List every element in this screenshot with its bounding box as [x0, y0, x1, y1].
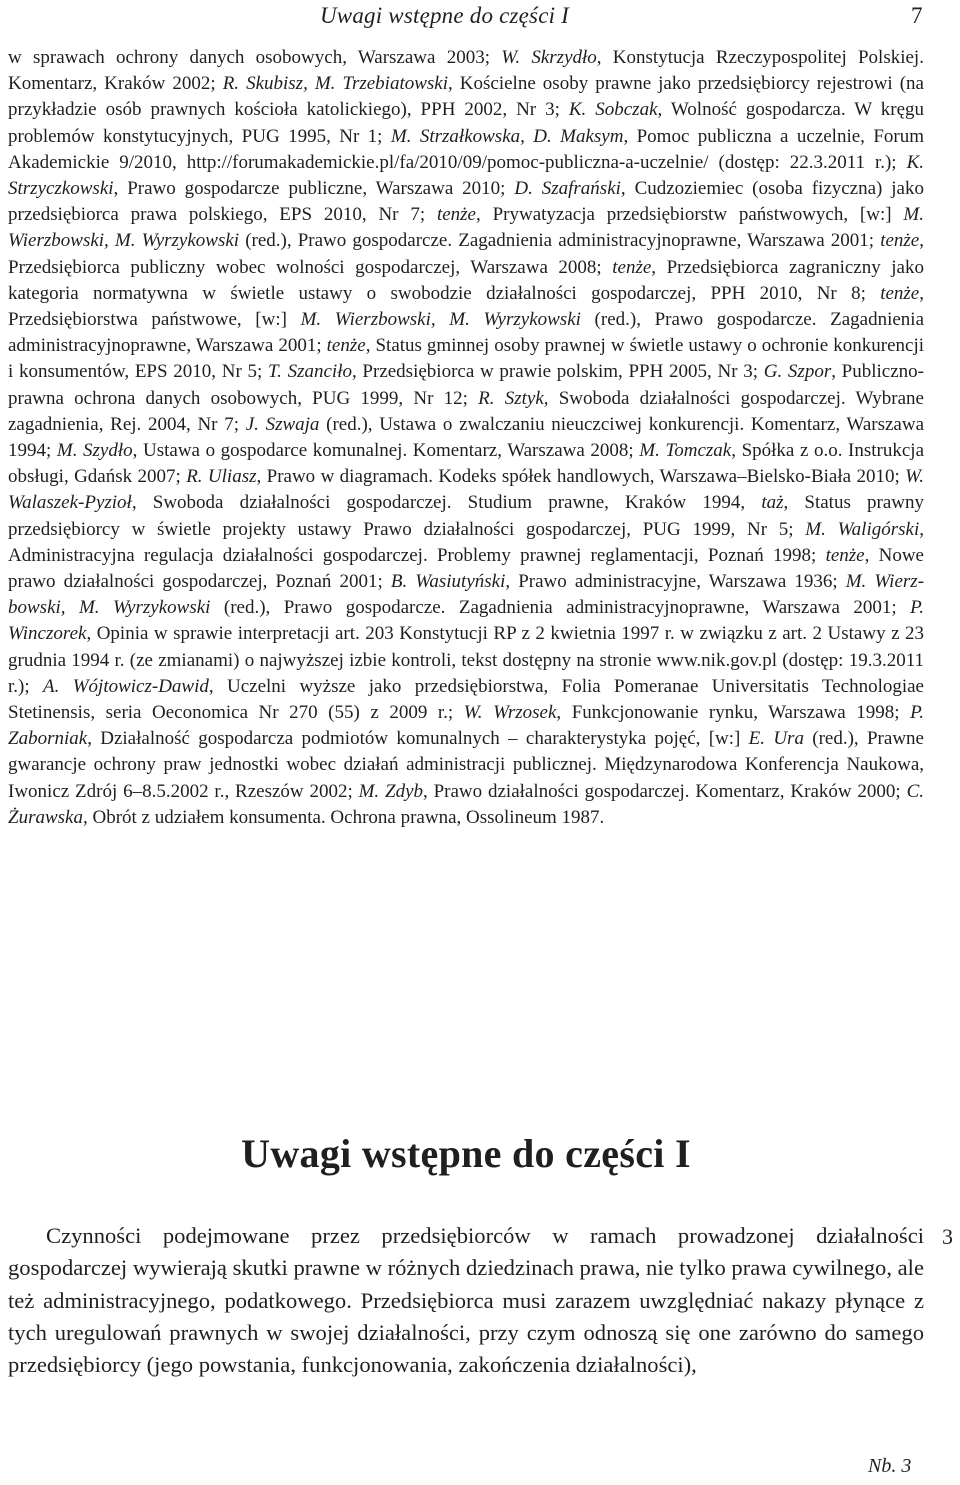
author-name: tenże [880, 282, 920, 304]
reference-text: , Status gminnej osoby prawnej w świetle ustawy o ochronie konkurencji i konsumentów, EPS 2010, Nr 5; [8, 335, 924, 383]
author-name: M. Szydło [56, 440, 133, 462]
author-name: M. Zdyb [358, 780, 424, 802]
reference-text: , Pomoc publiczna a uczelnie, Forum Akademickie 9/2010, http://forumakademickie.pl/fa/2010/09/pomoc-publiczna-a-uczelnie/ (dostęp: 22.3.2011 r.); [8, 125, 924, 173]
author-name: M. Wierzbowski, M. Wyrzykowski [8, 204, 924, 252]
author-name: tenże [825, 544, 865, 566]
reference-text: , Nowe prawo działalności gospodarczej, Poznań 2001; [8, 544, 924, 593]
author-name: E. Ura [748, 728, 804, 750]
author-name: G. Szpor [763, 361, 832, 383]
author-name: M. Wierzbowski, M. Wyrzykowski [300, 309, 581, 331]
reference-text: , Przedsiębiorca publiczny wobec wolności gospodarczej, Warszawa 2008; [8, 230, 924, 278]
footer-marginal-number: Nb. 3 [868, 1455, 912, 1477]
author-name: D. Szafrański [514, 178, 621, 200]
page-number: 7 [911, 3, 923, 28]
section-heading: Uwagi wstępne do części I [241, 1131, 691, 1176]
reference-text: , Opinia w sprawie interpretacji art. 203 Konstytucji RP z 2 kwietnia 1997 r. w związku z art. 2 Ustawy z 23 grudnia 1994 r. (ze zmianami) o najwyższej izbie kontroli, tekst dostępny na stronie www.nik.gov.pl (dostęp: 19.3.2011 r.); [8, 623, 924, 697]
reference-text: , Administracyjna regulacja działalności gospodarczej. Problemy prawnej reglamentacji, Poznań 1998; [8, 518, 924, 566]
reference-text: , Status prawny przedsiębiorcy w świetle projekty ustawy Prawo działalności gospodarczej, PUG 1999, Nr 5; [8, 492, 924, 540]
author-name: tenże [326, 335, 366, 357]
reference-text: , Publicznoprawna ochrona danych osobowych, PUG 1999, Nr 12; [8, 361, 924, 409]
reference-text: , Obrót z udziałem konsumenta. Ochrona prawna, Ossolineum 1987. [82, 806, 605, 828]
author-name: P. Zaborniak [8, 702, 924, 750]
author-name: K. Strzyczkowski [8, 151, 924, 200]
reference-text: , Kościelne osoby prawne jako przedsiębiorcy rejestrowi (na przykładzie osób prawnych kościoła katolickiego), PPH 2002, Nr 3; [8, 73, 924, 121]
author-name: W. Skrzydło [501, 47, 597, 68]
author-name: C. Żurawska [8, 780, 924, 828]
author-name: R. Sztyk [478, 387, 544, 409]
reference-text: , Przedsiębiorca zagraniczny jako kategoria normatywna w świetle ustawy o swobodzie działalności gospodarczej, PPH 2010, Nr 8; [8, 256, 924, 304]
margin-number: 3 [942, 1224, 953, 1249]
reference-text: , Prawo gospodarcze publiczne, Warszawa 2010; [113, 178, 515, 200]
reference-text: , Uczelni wyższe jako przedsiębiorstwa, Folia Pomeranae Universitatis Technologiae Stetinensis, seria Oeconomica Nr 270 (55) z 2009 r.; [8, 675, 924, 724]
reference-text: (red.), Prawo gospodarcze. Zagadnienia administracyjnoprawne, Warszawa 2001; [8, 309, 924, 357]
reference-text: , Prawo działalności gospodarczej. Komentarz, Kraków 2000; [423, 780, 907, 802]
running-title: Uwagi wstępne do części I [320, 3, 570, 28]
reference-text: w sprawach ochrony danych osobowych, Warszawa 2003; [8, 47, 502, 68]
author-name: B. Wasiutyński [390, 571, 506, 593]
author-name: M. Wierzbowski, M. Wyrzykowski [8, 571, 925, 619]
author-name: M. Waligórski [805, 518, 920, 540]
reference-text: , Wolność gospodarcza. W kręgu problemów konstytucyjnych, PUG 1995, Nr 1; [8, 99, 925, 147]
reference-text: , Prawo w diagramach. Kodeks spółek handlowych, Warszawa–Bielsko-Biała 2010; [256, 466, 906, 488]
reference-text: , Prawo administracyjne, Warszawa 1936; [505, 571, 846, 593]
author-name: T. Szanciło [267, 361, 352, 383]
author-name: W. Walaszek-Pyzioł [8, 466, 924, 514]
reference-text: , Swoboda działalności gospodarczej. Wybrane zagadnienia, Rej. 2004, Nr 7; [8, 387, 924, 435]
author-name: tenże [880, 230, 920, 252]
author-name: K. Sobczak [568, 99, 658, 121]
body-text [8, 1220, 924, 1381]
reference-text: , Swoboda działalności gospodarczej. Studium prawne, Kraków 1994, [131, 492, 762, 514]
author-name: R. Skubisz, M. Trzebiatowski [222, 73, 449, 95]
reference-text: , Działalność gospodarcza podmiotów komunalnych – charakterystyka pojęć, [w:] [87, 728, 749, 750]
running-header [0, 0, 960, 40]
reference-text: (red.), Ustawa o zwalczaniu nieuczciwej konkurencji. Komentarz, Warszawa 1994; [8, 413, 925, 462]
body-paragraph: Czynności podejmowane przez przedsiębiorców w ramach prowadzonej działalności gospodarczej wywierają skutki prawne w różnych dziedzinach prawa, nie tylko prawa cywilnego, ale też administracyjnego, podatkowego. Przedsiębiorca musi zarazem uwzględniać nakazy płynące z tych uregulowań prawnych w swojej działalności, przy czym odnoszą się one zarówno do samego przedsiębiorcy (jego powstania, funkcjonowania, zakończenia działalności), [8, 1223, 924, 1378]
reference-text: , Przedsiębiorstwa państwowe, [w:] [8, 282, 924, 331]
reference-text: (red.), Prawo gospodarcze. Zagadnienia administracyjnoprawne, Warszawa 2001; [210, 597, 911, 619]
author-name: tenże [436, 204, 476, 226]
author-name: M. Tomczak [639, 440, 732, 462]
author-name: R. Uliasz [186, 466, 257, 488]
reference-text: (red.), Prawo gospodarcze. Zagadnienia administracyjnoprawne, Warszawa 2001; [239, 230, 881, 252]
reference-text: , Konstytucja Rzeczypospolitej Polskiej. Komentarz, Kraków 2002; [8, 47, 924, 95]
bibliography-paragraph [8, 45, 924, 831]
author-name: J. Szwaja [245, 413, 320, 435]
reference-text: , Spółka z o.o. Instrukcja obsługi, Gdańsk 2007; [8, 440, 925, 488]
author-name: P. Winczorek [8, 597, 924, 645]
reference-text: , Cudzoziemiec (osoba fizyczna) jako przedsiębiorca prawa polskiego, EPS 2010, Nr 7; [8, 178, 924, 226]
reference-text: , Prywatyzacja przedsiębiorstw państwowych, [w:] [476, 204, 904, 226]
reference-text: , Ustawa o gospodarce komunalnej. Komentarz, Warszawa 2008; [132, 440, 640, 462]
author-name: taż [761, 492, 784, 514]
author-name: M. Strzałkowska, D. Maksym [390, 125, 624, 147]
author-name: tenże [612, 256, 652, 278]
reference-text: (red.), Prawne gwarancje ochrony praw jednostki wobec działań administracji publicznej. Międzynarodowa Konferencja Naukowa, Iwonicz Zdrój 6–8.5.2002 r., Rzeszów 2002; [8, 728, 924, 802]
author-name: W. Wrzosek [463, 702, 557, 724]
reference-text: , Funkcjonowanie rynku, Warszawa 1998; [556, 702, 911, 724]
bibliography-block [8, 45, 924, 831]
author-name: A. Wójtowicz-Dawid [43, 675, 209, 697]
reference-text: , Przedsiębiorca w prawie polskim, PPH 2005, Nr 3; [351, 361, 764, 383]
